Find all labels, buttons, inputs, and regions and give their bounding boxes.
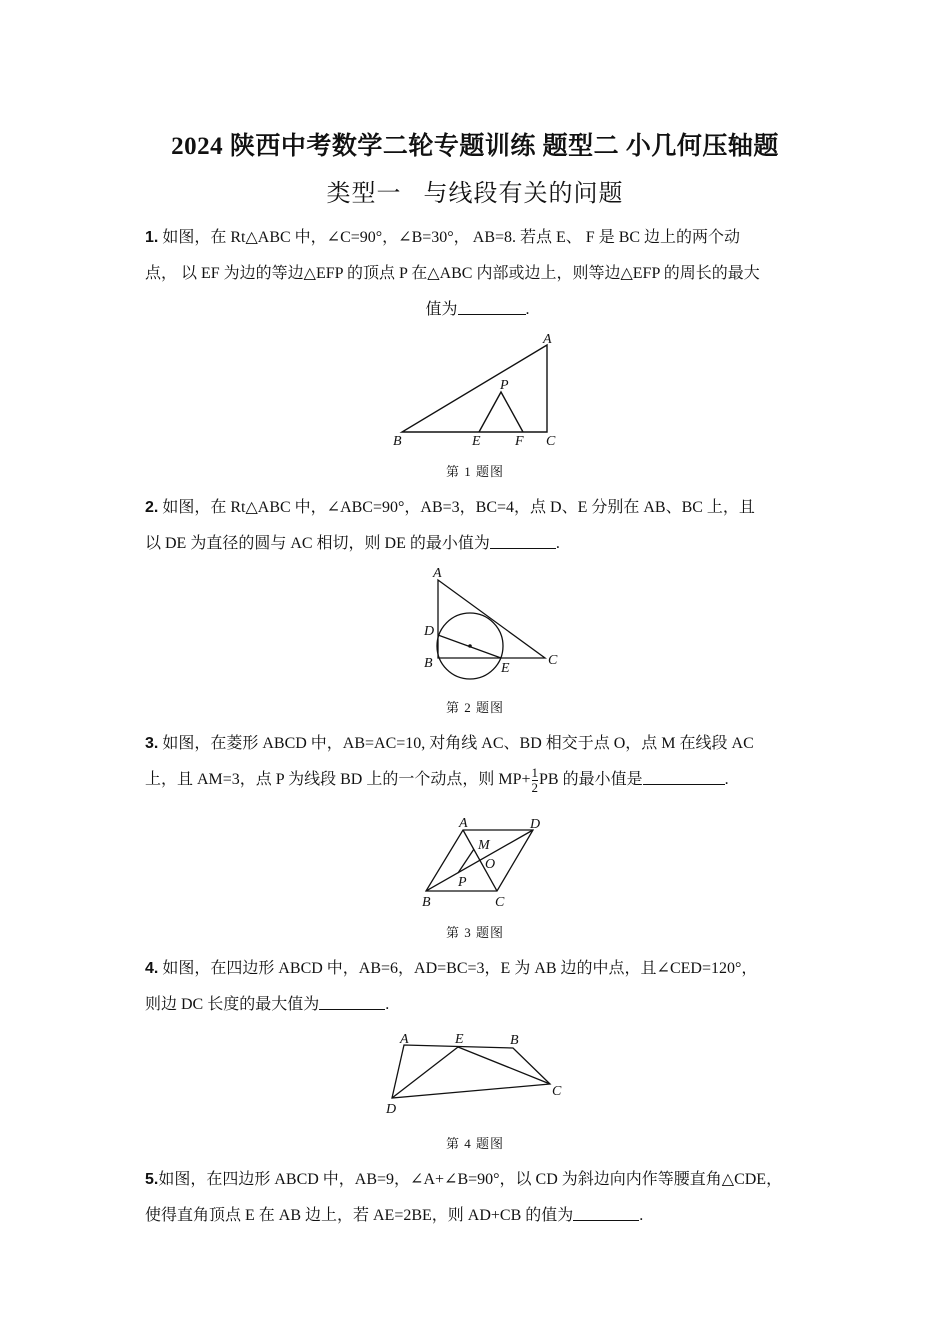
label-M: M (478, 838, 490, 853)
label-O: O (485, 857, 496, 872)
label-C: C (546, 434, 556, 449)
period: . (639, 1207, 644, 1224)
label-F: F (515, 434, 524, 449)
label-A: A (433, 566, 442, 581)
label-P: P (458, 875, 467, 890)
section-type-label: 类型一 (326, 181, 402, 207)
problem-5 (145, 1162, 810, 1234)
document-title: 2024 陕西中考数学二轮专题训练 题型二 小几何压轴题 (171, 133, 779, 160)
section-topic-label: 与线段有关的问题 (423, 181, 624, 207)
label-A: A (543, 332, 552, 347)
answer-blank[interactable] (319, 995, 385, 1010)
figure-caption: 第 1 题图 (445, 464, 504, 479)
label-D: D (530, 817, 541, 832)
period: . (555, 535, 560, 552)
period: . (385, 996, 390, 1013)
label-B: B (424, 656, 433, 671)
label-E: E (455, 1032, 464, 1047)
problem-text-line: 如图，在 Rt△ABC 中，∠ABC=90°，AB=3，BC=4，点 D、E 分别在 AB、BC 上，且 (162, 499, 755, 516)
label-P: P (500, 378, 509, 393)
problem-number: 3. (145, 735, 159, 752)
label-C: C (552, 1084, 562, 1099)
label-A: A (459, 816, 468, 831)
answer-blank[interactable] (458, 300, 526, 315)
problem-text-line: 值为 (425, 301, 458, 318)
problem-number: 5. (145, 1171, 159, 1188)
problem-text-line: 点， 以 EF 为边的等边△EFP 的顶点 P 在△ABC 内部或边上，则等边△EFP 的周长的最大 (145, 265, 760, 282)
figure-caption: 第 2 题图 (445, 700, 504, 715)
period: . (525, 301, 530, 318)
problem-4 (145, 951, 810, 1023)
label-B: B (393, 434, 402, 449)
problem-text-line: PB 的最小值是 (539, 771, 643, 788)
problem-text-line: 如图，在四边形 ABCD 中，AB=9，∠A+∠B=90°，以 CD 为斜边向内作等腰直角△CDE， (158, 1171, 783, 1188)
period: . (724, 771, 729, 788)
label-E: E (472, 434, 481, 449)
label-E: E (501, 661, 510, 676)
problem-text-line: 如图，在菱形 ABCD 中，AB=AC=10, 对角线 AC、BD 相交于点 O，点 M 在线段 AC (162, 735, 754, 752)
problem-3 (145, 726, 810, 798)
fraction-numerator: 1 (531, 764, 538, 780)
problem-text-line: 上，且 AM=3，点 P 为线段 BD 上的一个动点，则 MP+ (145, 771, 531, 788)
label-D: D (424, 624, 435, 639)
answer-blank[interactable] (643, 770, 725, 785)
problem-number: 1. (145, 229, 159, 246)
problem-2 (145, 490, 810, 562)
label-D: D (386, 1102, 397, 1117)
label-C: C (495, 895, 505, 910)
label-B: B (510, 1033, 519, 1048)
label-B: B (422, 895, 431, 910)
label-C: C (548, 653, 558, 668)
figure-caption: 第 3 题图 (445, 925, 504, 940)
fraction-denominator: 2 (531, 779, 538, 795)
problem-text-line: 则边 DC 长度的最大值为 (145, 996, 320, 1013)
answer-blank[interactable] (490, 534, 556, 549)
problem-text-line: 如图，在四边形 ABCD 中，AB=6，AD=BC=3，E 为 AB 边的中点，且∠CED=120°， (162, 960, 758, 977)
problem-number: 2. (145, 499, 159, 516)
problem-text-line: 如图，在 Rt△ABC 中，∠C=90°，∠B=30°， AB=8. 若点 E、 F 是 BC 边上的两个动 (162, 229, 741, 246)
section-subtitle (0, 173, 950, 208)
answer-blank[interactable] (573, 1206, 639, 1221)
problem-number: 4. (145, 960, 159, 977)
fraction-one-half (532, 766, 539, 795)
figure-caption: 第 4 题图 (445, 1136, 504, 1151)
label-A: A (400, 1032, 409, 1047)
problem-text-line: 以 DE 为直径的圆与 AC 相切，则 DE 的最小值为 (145, 535, 490, 552)
problem-1 (145, 220, 810, 328)
problem-text-line: 使得直角顶点 E 在 AB 边上，若 AE=2BE，则 AD+CB 的值为 (145, 1207, 574, 1224)
